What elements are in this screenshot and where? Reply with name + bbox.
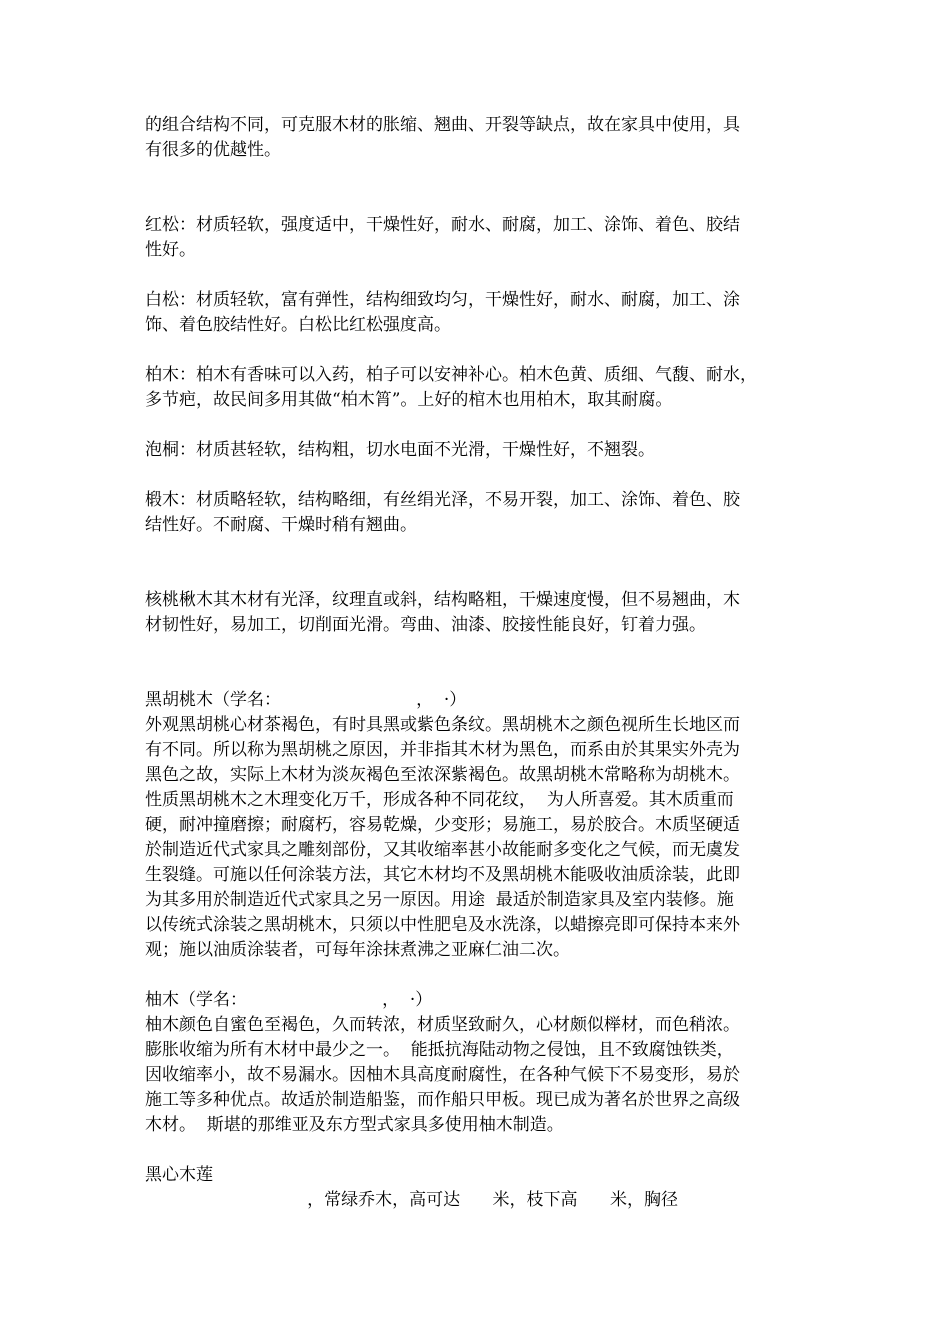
paragraph-line: 木材。 斯堪的那维亚及东方型式家具多使用柚木制造。 (145, 1115, 564, 1135)
paragraph-line: 泡桐：材质甚轻软，结构粗，切水电面不光滑，干燥性好，不翘裂。 (145, 440, 655, 460)
paragraph-line: 於制造近代式家具之雕刻部份，又其收缩率甚小故能耐多变化之气候，而无虞发 (145, 840, 740, 860)
section-heading: 黑胡桃木（学名： ， ·） (145, 690, 467, 710)
paragraph-line: 施工等多种优点。故适於制造船鉴，而作船只甲板。现已成为著名於世界之高级 (145, 1090, 740, 1110)
paragraph-line: 观；施以油质涂装者，可每年涂抹煮沸之亚麻仁油二次。 (145, 940, 570, 960)
paragraph-line: 椴木：材质略轻软，结构略细，有丝绢光泽，不易开裂，加工、涂饰、着色、胶 (145, 490, 740, 510)
paragraph-line: ，常绿乔木，高可达 米，枝下高 米，胸径 (145, 1190, 678, 1210)
paragraph-line: 外观黑胡桃心材茶褐色，有时具黑或紫色条纹。黑胡桃木之颜色视所生长地区而 (145, 715, 740, 735)
paragraph-line: 以传统式涂装之黑胡桃木，只须以中性肥皂及水洗涤，以蜡擦亮即可保持本来外 (145, 915, 740, 935)
paragraph-line: 红松：材质轻软，强度适中，干燥性好，耐水、耐腐，加工、涂饰、着色、胶结 (145, 215, 740, 235)
paragraph-line: 柏木：柏木有香味可以入药，柏子可以安神补心。柏木色黄、质细、气馥、耐水， (145, 365, 757, 385)
paragraph-line: 硬，耐冲撞磨擦；耐腐朽，容易乾燥，少变形；易施工，易於胶合。木质坚硬适 (145, 815, 740, 835)
paragraph-line: 白松：材质轻软，富有弹性，结构细致均匀，干燥性好，耐水、耐腐，加工、涂 (145, 290, 740, 310)
paragraph-line: 膨胀收缩为所有木材中最少之一。 能抵抗海陆动物之侵蚀，且不致腐蚀铁类， (145, 1040, 734, 1060)
paragraph-line: 饰、着色胶结性好。白松比红松强度高。 (145, 315, 451, 335)
paragraph-line: 多节疤，故民间多用其做“柏木筲”。上好的棺木也用柏木，取其耐腐。 (145, 390, 673, 410)
paragraph-line: 结性好。不耐腐、干燥时稍有翘曲。 (145, 515, 417, 535)
paragraph-line: 性质黑胡桃木之木理变化万千，形成各种不同花纹， 为人所喜爱。其木质重而 (145, 790, 734, 810)
section-heading: 黑心木莲 (145, 1165, 213, 1185)
paragraph-line: 有很多的优越性。 (145, 140, 281, 160)
paragraph-line: 因收缩率小，故不易漏水。因柚木具高度耐腐性，在各种气候下不易变形，易於 (145, 1065, 740, 1085)
paragraph-line: 性好。 (145, 240, 196, 260)
paragraph-line: 为其多用於制造近代式家具之另一原因。用途 最适於制造家具及室内装修。施 (145, 890, 734, 910)
paragraph-line: 核桃楸木其木材有光泽，纹理直或斜，结构略粗，干燥速度慢，但不易翘曲，木 (145, 590, 740, 610)
paragraph-line: 柚木颜色自蜜色至褐色，久而转浓，材质坚致耐久，心材颇似榉材，而色稍浓。 (145, 1015, 740, 1035)
section-heading: 柚木（学名： ， ·） (145, 990, 433, 1010)
paragraph-line: 黑色之故，实际上木材为淡灰褐色至浓深紫褐色。故黑胡桃木常略称为胡桃木。 (145, 765, 740, 785)
paragraph-line: 生裂缝。可施以任何涂装方法，其它木材均不及黑胡桃木能吸收油质涂装，此即 (145, 865, 740, 885)
paragraph-line: 的组合结构不同，可克服木材的胀缩、翘曲、开裂等缺点，故在家具中使用，具 (145, 115, 740, 135)
paragraph-line: 有不同。所以称为黑胡桃之原因，并非指其木材为黑色，而系由於其果实外壳为 (145, 740, 740, 760)
paragraph-line: 材韧性好，易加工，切削面光滑。弯曲、油漆、胶接性能良好，钉着力强。 (145, 615, 706, 635)
